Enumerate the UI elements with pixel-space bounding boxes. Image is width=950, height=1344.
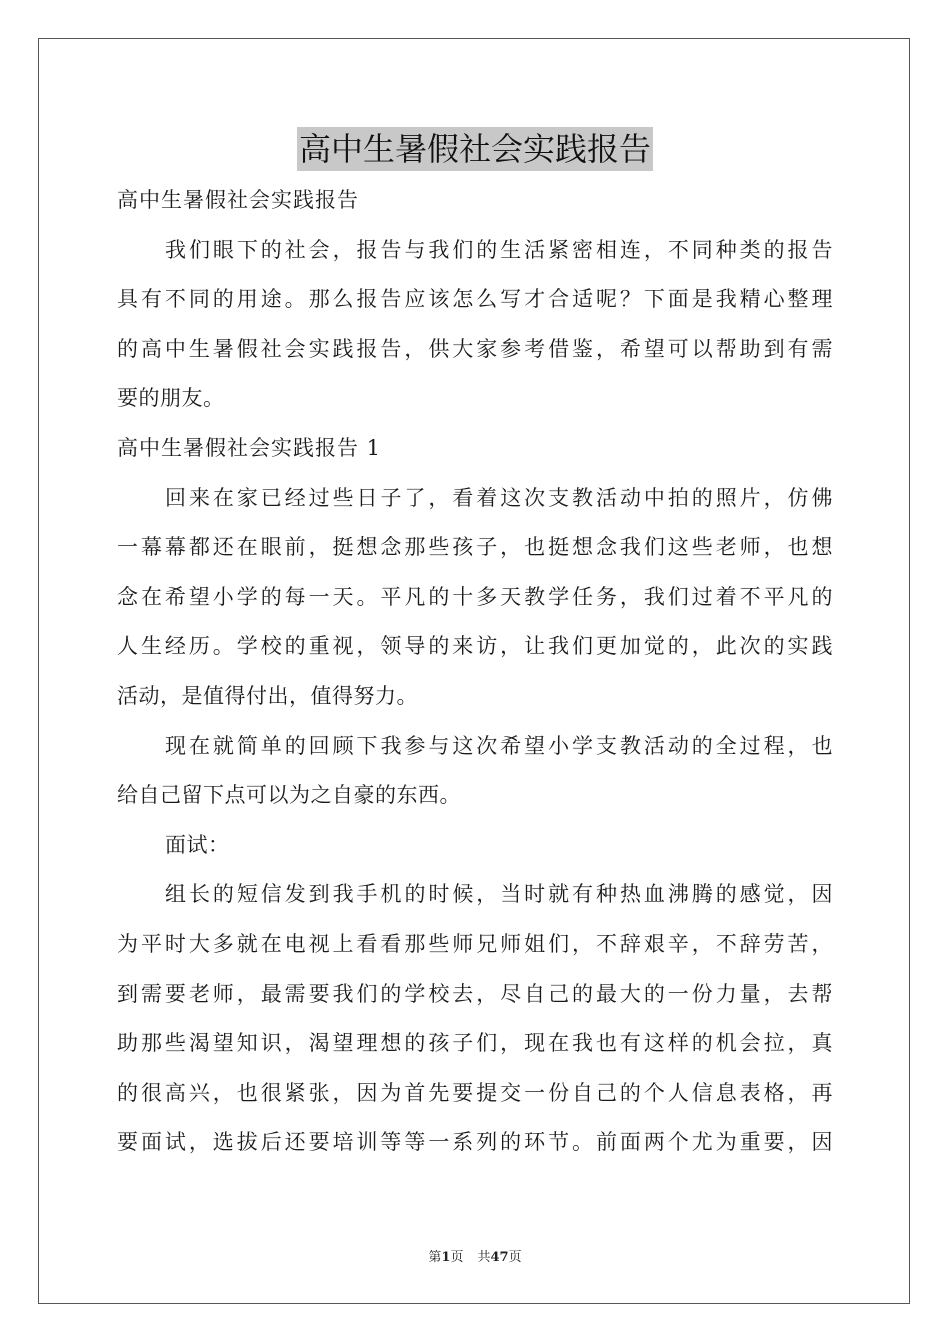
page-footer <box>0 1246 950 1265</box>
document-body <box>117 176 833 1168</box>
total-pages: 47 <box>490 1250 509 1265</box>
title-wrap <box>0 127 950 171</box>
paragraph-line: 回来在家已经过些日子了，看着这次支教活动中拍的照片，仿佛 <box>165 485 833 510</box>
interview-label: 面试： <box>165 832 230 857</box>
paragraph-line: 助那些渴望知识，渴望理想的孩子们，现在我也有这样的机会拉，真 <box>117 1031 833 1056</box>
paragraph-line: 活动，是值得付出，值得努力。 <box>117 683 418 708</box>
total-suffix: 页 <box>508 1250 522 1265</box>
paragraph-line: 的很高兴，也很紧张，因为首先要提交一份自己的个人信息表格，再 <box>117 1080 833 1105</box>
total-prefix: 共 <box>477 1250 491 1265</box>
document-title: 高中生暑假社会实践报告 <box>297 127 653 171</box>
paragraph-line: 组长的短信发到我手机的时候，当时就有种热血沸腾的感觉，因 <box>165 882 833 907</box>
paragraph-line: 给自己留下点可以为之自豪的东西。 <box>117 783 461 808</box>
paragraph-line: 念在希望小学的每一天。平凡的十多天教学任务，我们过着不平凡的 <box>117 584 833 609</box>
document-subtitle: 高中生暑假社会实践报告 <box>117 188 359 212</box>
page-prefix: 第 <box>428 1250 442 1265</box>
intro-line: 我们眼下的社会，报告与我们的生活紧密相连，不同种类的报告 <box>165 237 833 262</box>
paragraph-line: 现在就简单的回顾下我参与这次希望小学支教活动的全过程，也 <box>165 733 833 758</box>
paragraph-line: 人生经历。学校的重视，领导的来访，让我们更加觉的，此次的实践 <box>117 634 833 659</box>
section-heading: 高中生暑假社会实践报告 1 <box>117 435 382 460</box>
paragraph-line: 要面试，选拔后还要培训等等一系列的环节。前面两个尤为重要，因 <box>117 1130 833 1155</box>
paragraph-line: 为平时大多就在电视上看看那些师兄师姐们，不辞艰辛，不辞劳苦， <box>117 931 833 956</box>
intro-line: 具有不同的用途。那么报告应该怎么写才合适呢？下面是我精心整理 <box>117 287 833 312</box>
paragraph-line: 一幕幕都还在眼前，挺想念那些孩子，也挺想念我们这些老师，也想 <box>117 535 833 560</box>
intro-line: 要的朋友。 <box>117 386 225 411</box>
page-number: 1 <box>441 1250 451 1265</box>
intro-line: 的高中生暑假社会实践报告，供大家参考借鉴，希望可以帮助到有需 <box>117 336 833 361</box>
paragraph-line: 到需要老师，最需要我们的学校去，尽自己的最大的一份力量，去帮 <box>117 981 833 1006</box>
page-suffix: 页 <box>450 1250 464 1265</box>
